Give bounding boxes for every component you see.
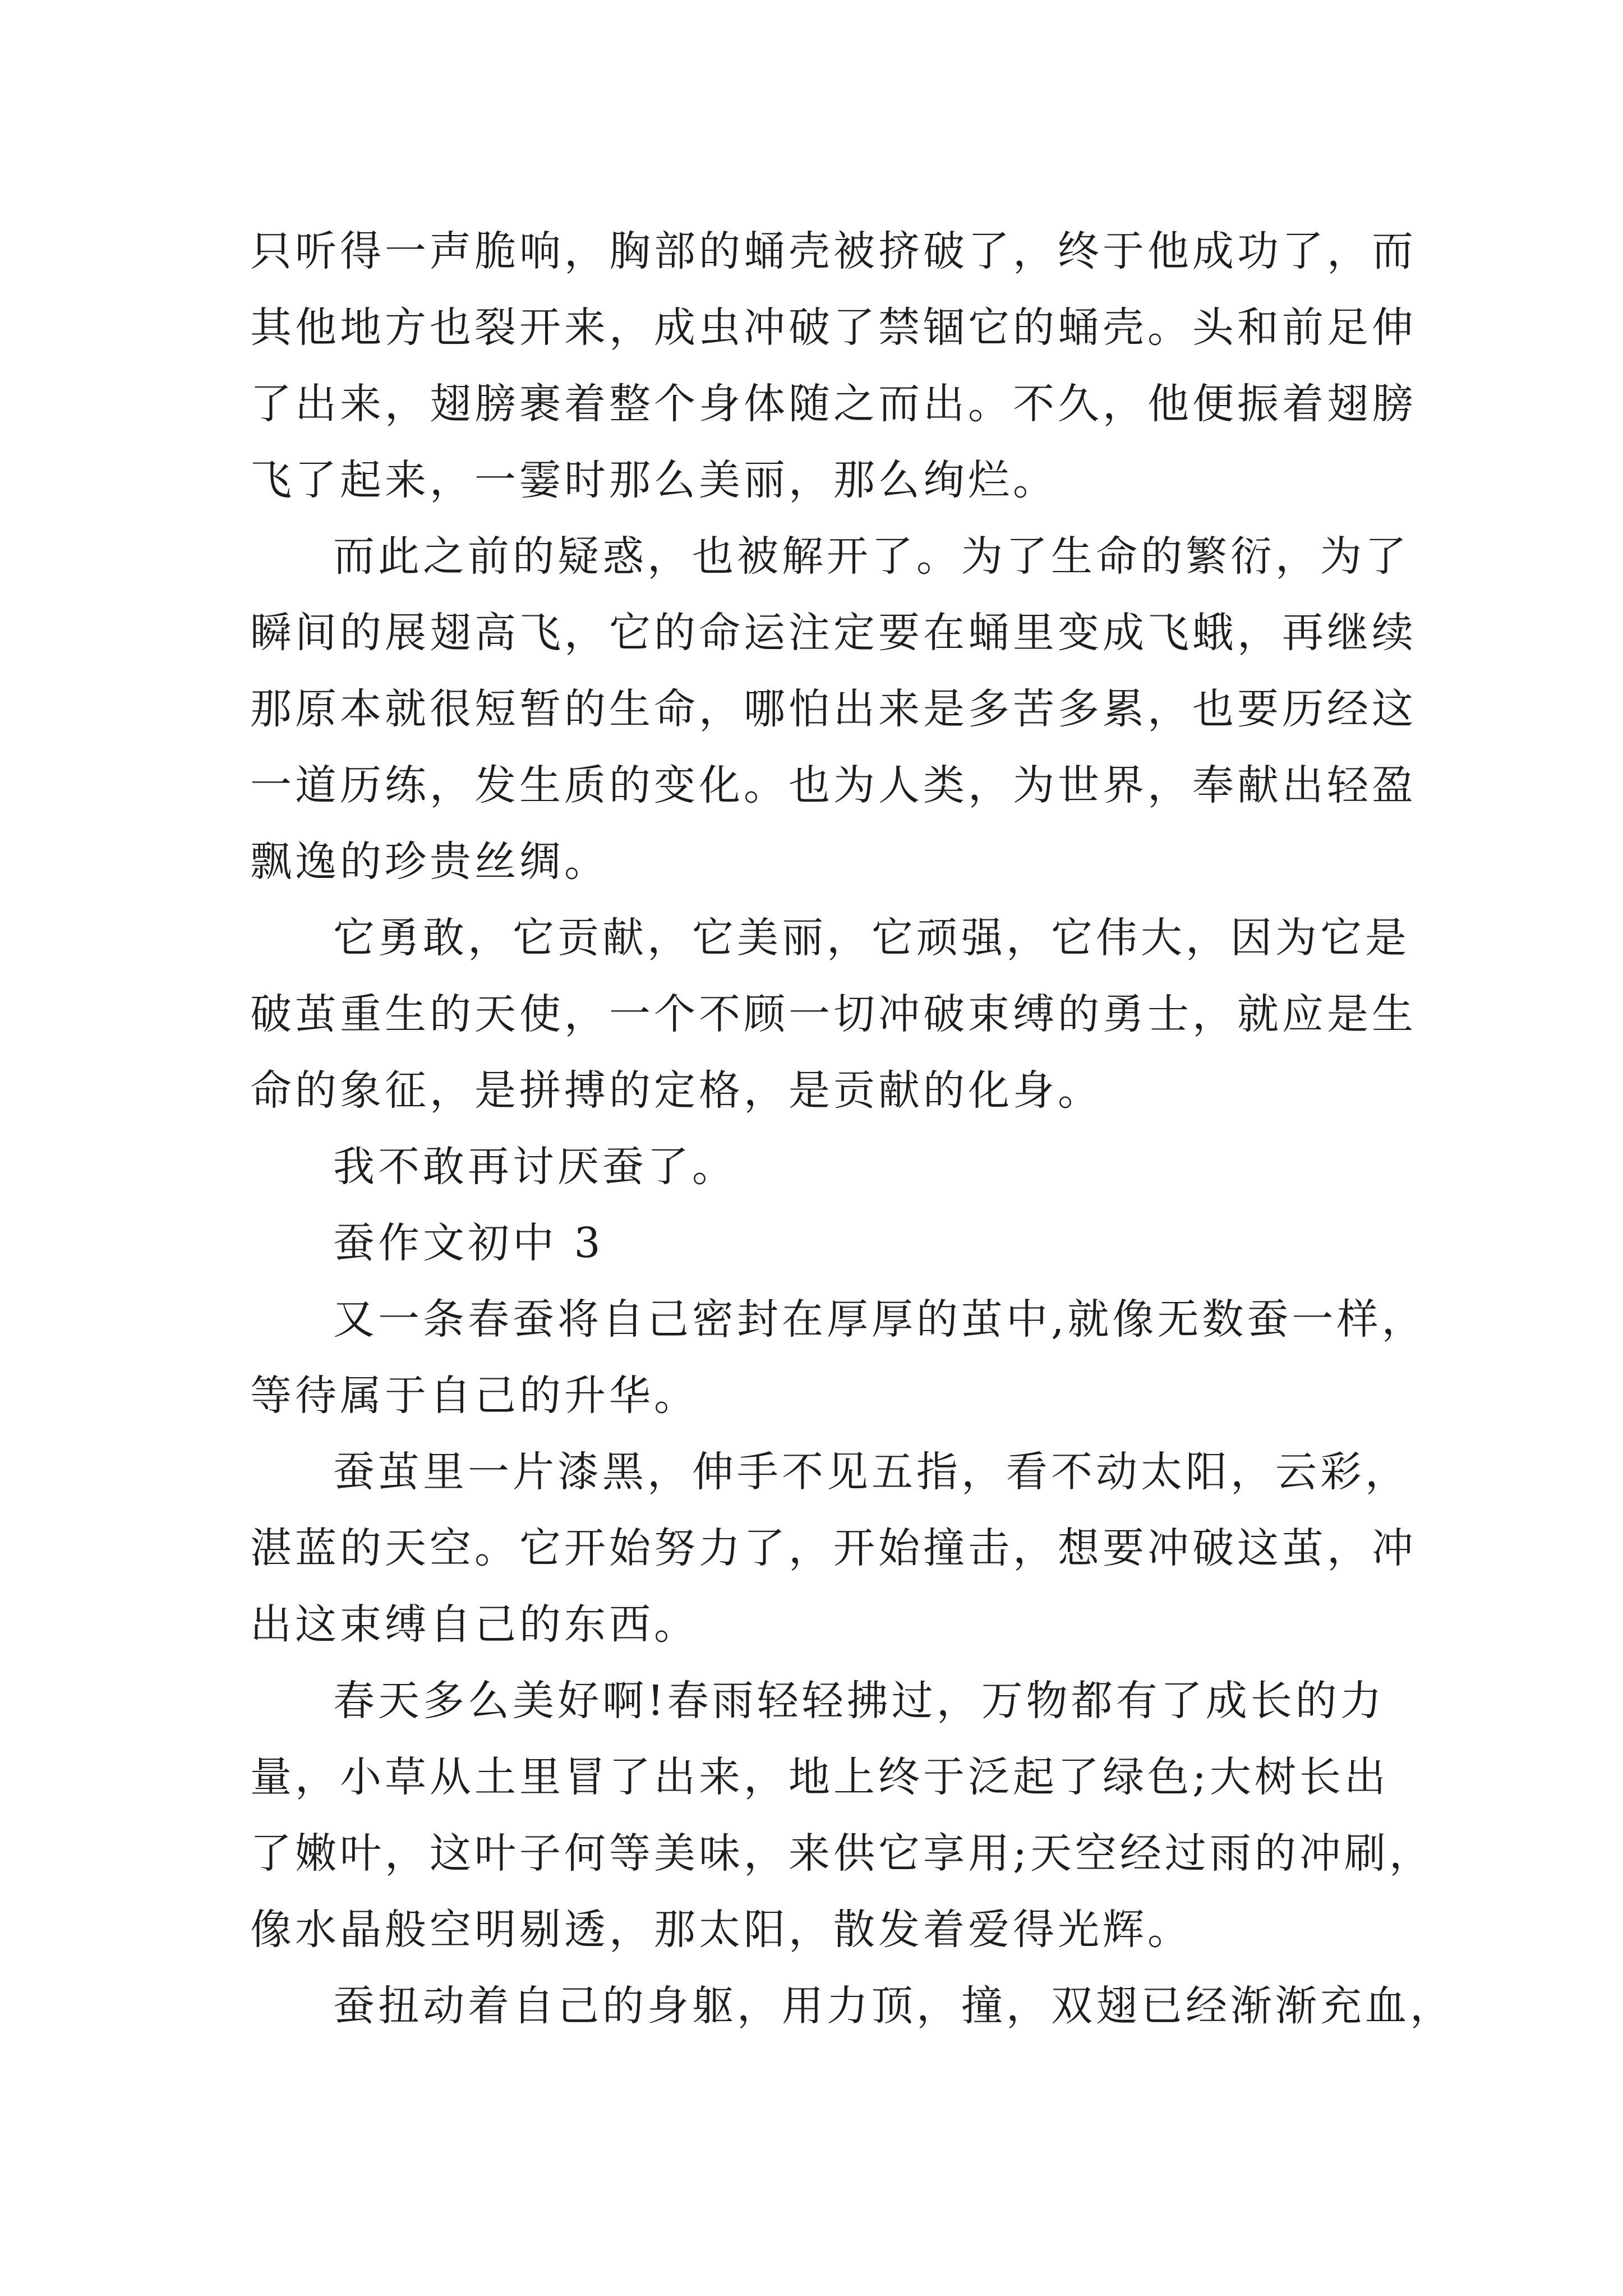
text-line: 飞了起来，一霎时那么美丽，那么绚烂。 (250, 456, 1058, 504)
text-line: 只听得一声脆响，胸部的蛹壳被挤破了，终于他成功了，而 (250, 227, 1417, 275)
text-line: 一道历练，发生质的变化。也为人类，为世界，奉献出轻盈 (250, 761, 1417, 809)
text-line: 其他地方也裂开来，成虫冲破了禁锢它的蛹壳。头和前足伸 (250, 303, 1417, 352)
text-line: 湛蓝的天空。它开始努力了，开始撞击，想要冲破这茧，冲 (250, 1524, 1417, 1572)
paragraph-first-line: 春天多么美好啊!春雨轻轻拂过，万物都有了成长的力 (333, 1677, 1385, 1725)
text-line: 等待属于自己的升华。 (250, 1372, 699, 1420)
text-line: 量，小草从土里冒了出来，地上终于泛起了绿色;大树长出 (250, 1753, 1389, 1801)
section-heading: 蚕作文初中 3 (333, 1219, 604, 1267)
text-line: 像水晶般空明剔透，那太阳，散发着爱得光辉。 (250, 1906, 1192, 1954)
text-line: 了出来，翅膀裹着整个身体随之而出。不久，他便振着翅膀 (250, 380, 1417, 428)
text-line: 飘逸的珍贵丝绸。 (250, 838, 609, 886)
text-line: 了嫩叶，这叶子何等美味，来供它享用;天空经过雨的冲刷， (250, 1829, 1434, 1878)
text-line: 命的象征，是拼搏的定格，是贡献的化身。 (250, 1066, 1103, 1115)
text-line: 出这束缚自己的东西。 (250, 1600, 699, 1649)
paragraph-first-line: 我不敢再讨厌蚕了。 (333, 1143, 737, 1191)
paragraph-first-line: 它勇敢，它贡献，它美丽，它顽强，它伟大，因为它是 (333, 914, 1410, 962)
text-line: 那原本就很短暂的生命，哪怕出来是多苦多累，也要历经这 (250, 685, 1417, 733)
paragraph-first-line: 蚕茧里一片漆黑，伸手不见五指，看不动太阳，云彩， (333, 1448, 1410, 1496)
paragraph-first-line: 蚕扭动着自己的身躯，用力顶，撞，双翅已经渐渐充血， (333, 1982, 1455, 2030)
paragraph-first-line: 而此之前的疑惑，也被解开了。为了生命的繁衍，为了 (333, 532, 1410, 581)
paragraph-first-line: 又一条春蚕将自己密封在厚厚的茧中,就像无数蚕一样， (333, 1295, 1427, 1343)
text-line: 瞬间的展翅高飞，它的命运注定要在蛹里变成飞蛾，再继续 (250, 609, 1417, 657)
document-body (250, 213, 1455, 2044)
text-line: 破茧重生的天使，一个不顾一切冲破束缚的勇士，就应是生 (250, 990, 1417, 1038)
